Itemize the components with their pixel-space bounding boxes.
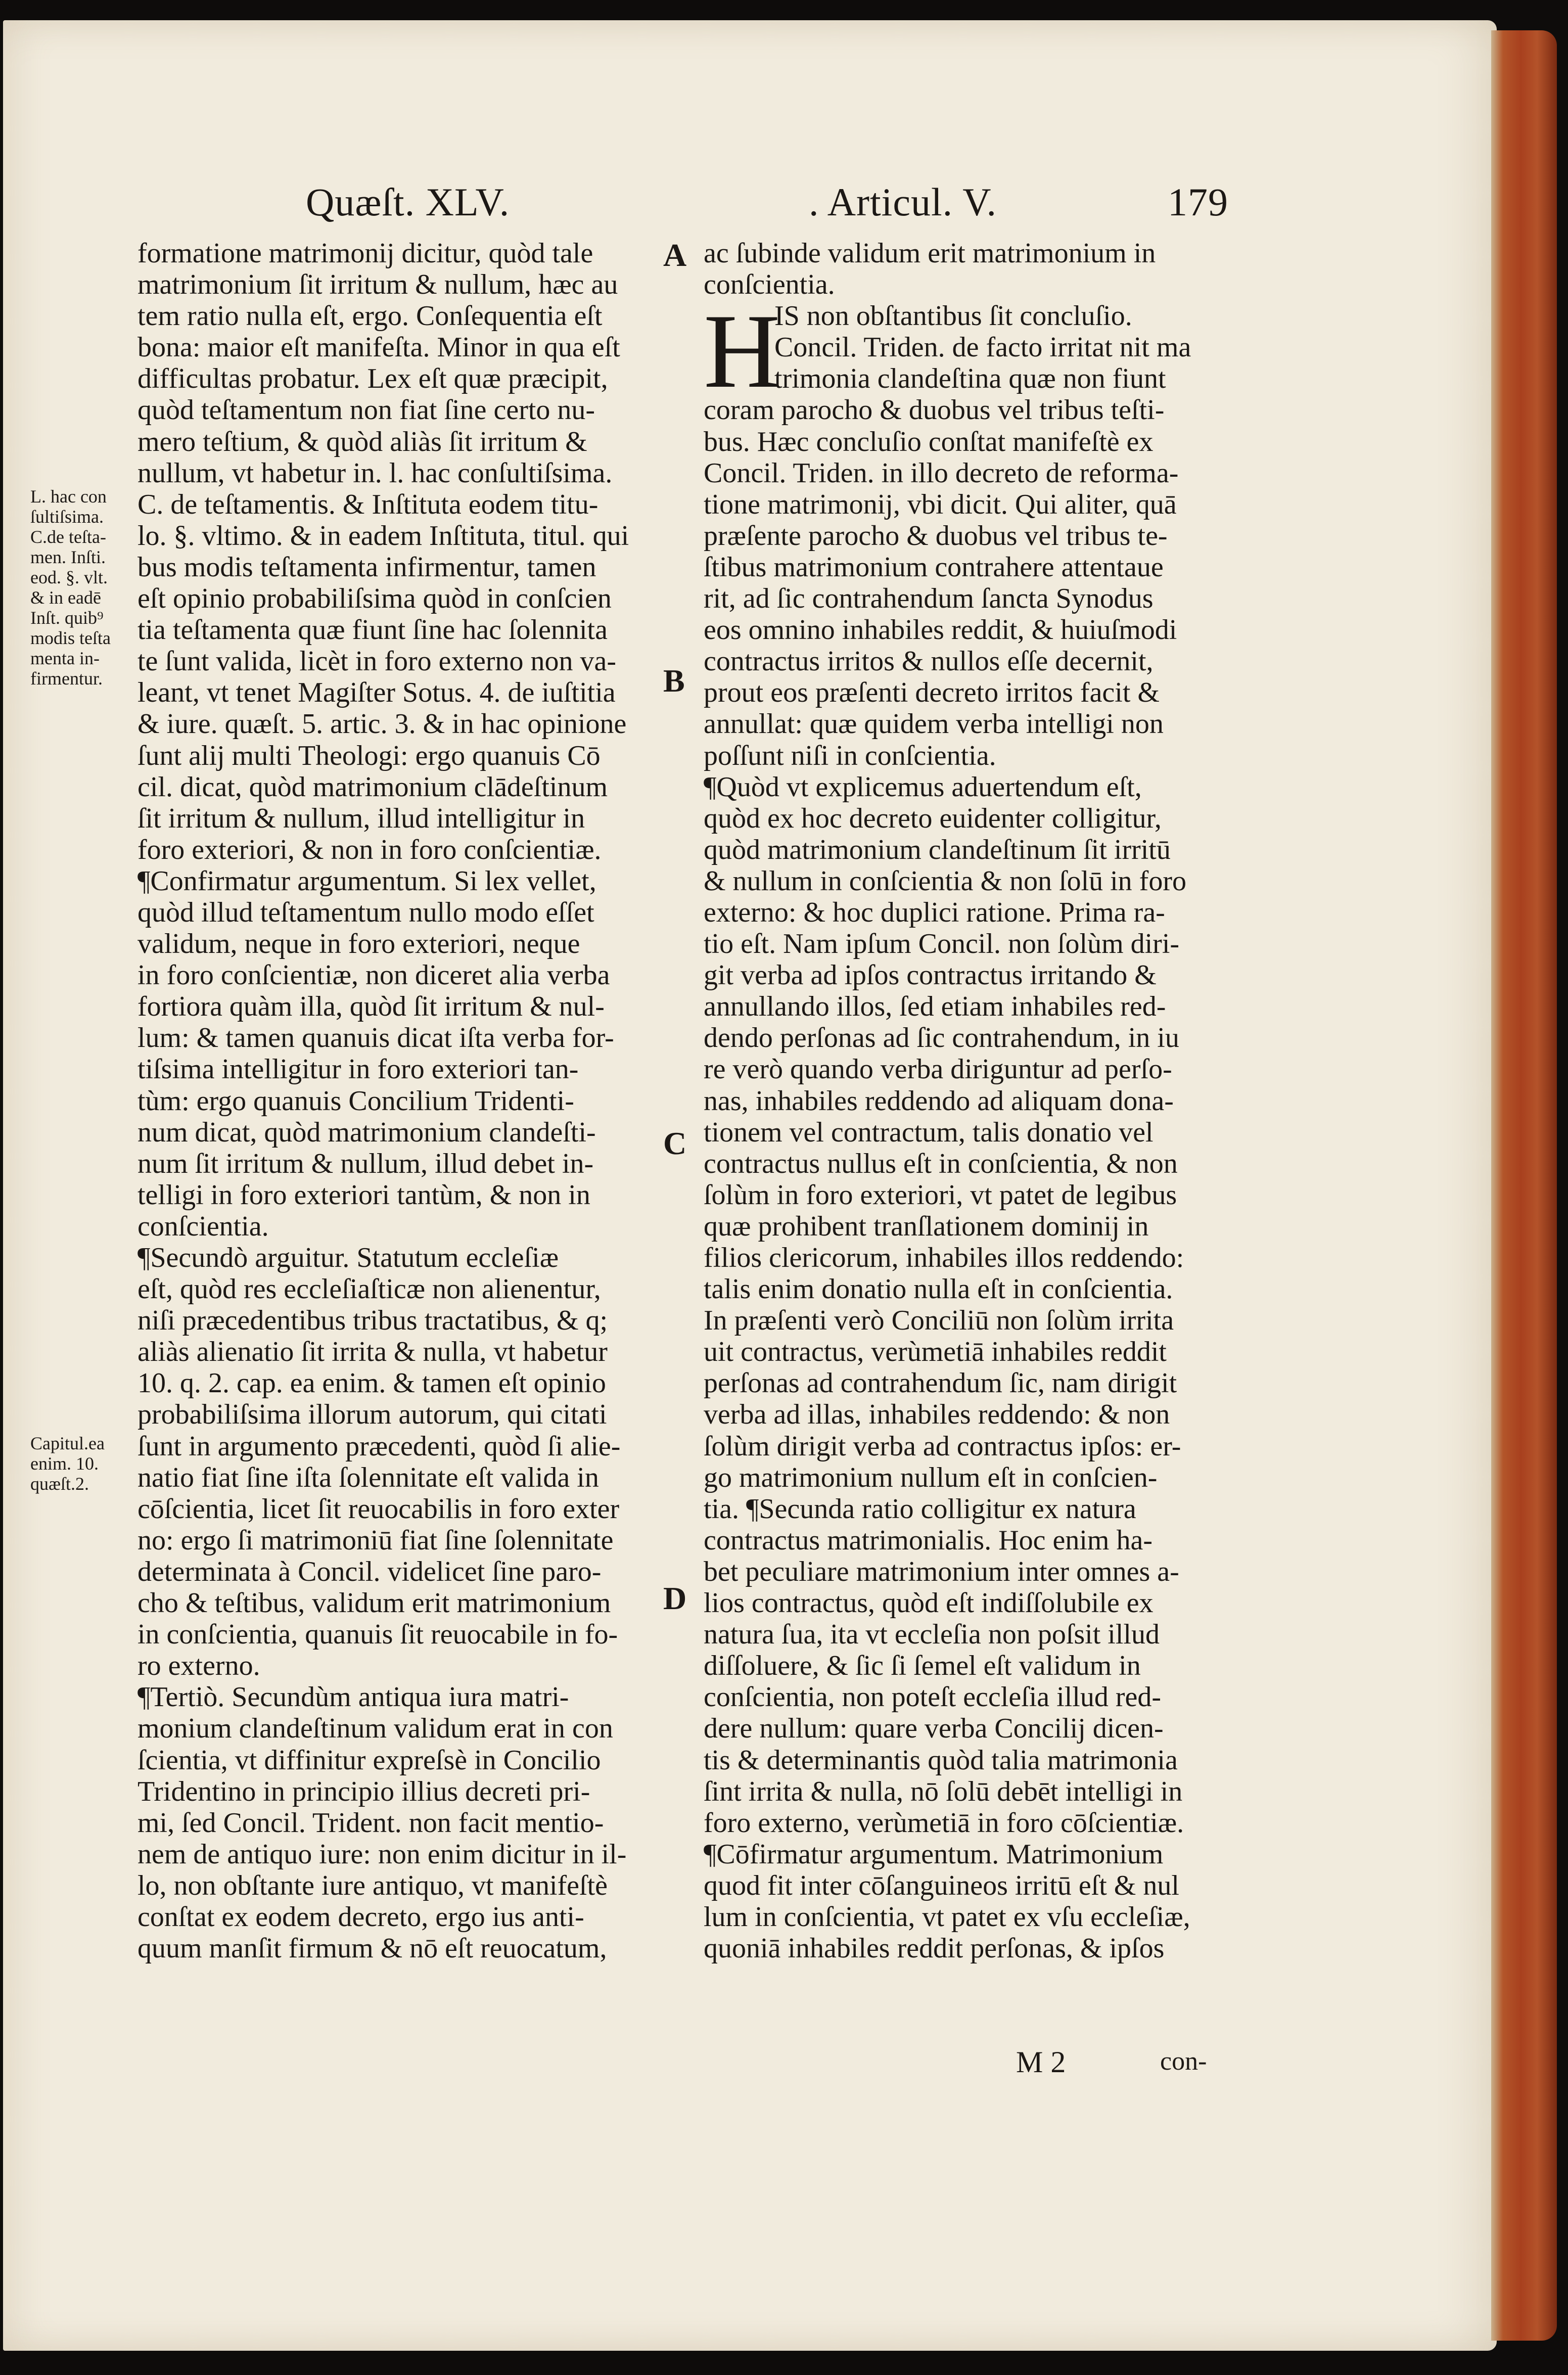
text-line: ſunt alij multi Theologi: ergo quanuis Cō: [137, 740, 601, 771]
right-text-column: [704, 238, 1234, 1964]
text-line: ¶Secundò arguitur. Statutum eccleſiæ: [137, 1242, 559, 1273]
text-line: ſit irritum & nullum, illud intelligitur in: [137, 802, 585, 834]
text-line: lo, non obſtante iure antiquo, vt manifeſtè: [137, 1869, 608, 1901]
text-line: tia teſtamenta quæ fiunt ſine hac ſolennita: [137, 614, 608, 646]
text-line: no: ergo ſi matrimoniū fiat ſine ſolennitate: [137, 1524, 614, 1556]
text-line: prout eos præſenti decreto irritos facit &: [704, 677, 1160, 709]
text-line: ro externo.: [137, 1650, 260, 1682]
text-line: num ſit irritum & nullum, illud debet in-: [137, 1148, 594, 1179]
text-line: tio eſt. Nam ipſum Concil. non ſolùm diri-: [704, 928, 1180, 960]
text-line: perſonas ad contrahendum ſic, nam dirigit: [704, 1367, 1177, 1399]
running-head-article: . Articul. V.: [809, 180, 997, 224]
text-line: bona: maior eſt manifeſta. Minor in qua eſt: [137, 332, 620, 363]
text-line: tione matrimonij, vbi dicit. Qui aliter, quā: [704, 488, 1177, 520]
running-head-question: Quæſt. XLV.: [306, 180, 510, 224]
text-line: cōſcientia, licet ſit reuocabilis in foro exter: [137, 1493, 620, 1525]
text-line: ¶Quòd vt explicemus aduertendum eſt,: [704, 771, 1142, 803]
text-line: niſi præcedentibus tribus tractatibus, & q;: [137, 1305, 608, 1337]
text-line: tia. ¶Secunda ratio colligitur ex natura: [704, 1493, 1136, 1525]
text-line: & nullum in conſcientia & non ſolū in foro: [704, 865, 1186, 897]
margin-note-line: Inſt. quib⁹: [30, 608, 104, 628]
text-line: lo. §. vltimo. & in eadem Inſtituta, titul. qui: [137, 520, 629, 552]
section-letter-b: B: [663, 663, 685, 699]
text-line: tiſsima intelligitur in foro exteriori tan-: [137, 1054, 579, 1085]
text-line: ſolùm dirigit verba ad contractus ipſos: er-: [704, 1430, 1181, 1462]
text-line: determinata à Concil. videlicet ſine paro-: [137, 1556, 602, 1587]
text-line: probabiliſsima illorum autorum, qui citati: [137, 1399, 607, 1431]
margin-note-line: firmentur.: [30, 668, 103, 689]
margin-note-line: enim. 10.: [30, 1453, 99, 1474]
text-line: ſunt in argumento præcedenti, quòd ſi alie-: [137, 1430, 621, 1462]
text-line: foro exteriori, & non in foro conſcientiæ.: [137, 834, 602, 865]
section-letter-c: C: [663, 1125, 687, 1161]
text-line: num dicat, quòd matrimonium clandeſti-: [137, 1116, 596, 1148]
margin-note-line: menta in-: [30, 648, 100, 668]
margin-note-line: quæſt.2.: [30, 1474, 89, 1494]
text-line: tionem vel contractum, talis donatio vel: [704, 1116, 1154, 1148]
text-line: quòd ex hoc decreto euidenter colligitur,: [704, 802, 1162, 834]
text-line: leant, vt tenet Magiſter Sotus. 4. de iuſtitia: [137, 677, 616, 709]
text-line: foro externo, verùmetiā in foro cōſcientiæ.: [704, 1807, 1184, 1839]
left-text-column: [137, 238, 663, 1964]
margin-note-1: [30, 486, 111, 689]
text-line: quòd matrimonium clandeſtinum ſit irritū: [704, 834, 1171, 865]
text-line: diſſoluere, & ſic ſi ſemel eſt validum in: [704, 1650, 1141, 1682]
signature-mark: M 2: [1016, 2045, 1066, 2079]
text-line: go matrimonium nullum eſt in conſcien-: [704, 1461, 1158, 1493]
text-line: contractus nullus eſt in conſcientia, & non: [704, 1148, 1178, 1179]
text-line: ſint irrita & nulla, nō ſolū debēt intelligi in: [704, 1775, 1183, 1807]
text-line: difficultas probatur. Lex eſt quæ præcipit,: [137, 363, 608, 395]
text-line: IS non obſtantibus ſit concluſio.: [774, 300, 1132, 332]
margin-note-line: modis teſta: [30, 628, 111, 648]
text-line: ¶Cōfirmatur argumentum. Matrimonium: [704, 1838, 1164, 1870]
margin-note-line: eod. §. vlt.: [30, 567, 108, 587]
margin-note-line: Capitul.ea: [30, 1433, 105, 1453]
text-line: quòd illud teſtamentum nullo modo eſſet: [137, 896, 594, 928]
text-line: tùm: ergo quanuis Concilium Tridenti-: [137, 1085, 574, 1117]
text-line: eſt, quòd res eccleſiaſticæ non alienentur,: [137, 1273, 601, 1305]
text-line: te ſunt valida, licèt in foro externo non va-: [137, 646, 617, 677]
text-line: & iure. quæſt. 5. artic. 3. & in hac opinione: [137, 708, 627, 740]
text-line: quod fit inter cōſanguineos irritū eſt & nul: [704, 1869, 1179, 1901]
text-line: conſcientia.: [704, 269, 835, 301]
page-number: 179: [1168, 180, 1228, 224]
text-line: rit, ad ſic contrahendum ſancta Synodus: [704, 583, 1154, 615]
text-line: git verba ad ipſos contractus irritando &: [704, 960, 1157, 991]
text-line: fortiora quàm illa, quòd ſit irritum & nul-: [137, 991, 605, 1023]
text-line: dere nullum: quare verba Concilij dicen-: [704, 1713, 1164, 1745]
text-line: natura ſua, ita vt eccleſia non poſsit illud: [704, 1619, 1160, 1651]
text-line: cil. dicat, quòd matrimonium clādeſtinum: [137, 771, 608, 803]
margin-note-line: & in eadē: [30, 587, 101, 608]
margin-note-line: C.de teſta-: [30, 527, 106, 547]
text-line: filios clericorum, inhabiles illos reddendo:: [704, 1242, 1184, 1273]
text-line: conſcientia, non poteſt eccleſia illud red-: [704, 1681, 1161, 1713]
catchword: con-: [1160, 2047, 1207, 2076]
text-line: nas, inhabiles reddendo ad aliquam dona-: [704, 1085, 1174, 1117]
text-line: poſſunt niſi in conſcientia.: [704, 740, 996, 771]
text-line: tis & determinantis quòd talia matrimonia: [704, 1744, 1178, 1776]
text-line: In præſenti verò Conciliū non ſolùm irrita: [704, 1305, 1174, 1337]
drop-capital: H: [704, 293, 780, 410]
text-line: nullum, vt habetur in. l. hac conſultiſsima.: [137, 457, 613, 489]
text-line: lum in conſcientia, vt patet ex vſu eccleſiæ,: [704, 1901, 1190, 1933]
margin-note-2: [30, 1433, 105, 1494]
section-letter-d: D: [663, 1580, 687, 1616]
text-line: in foro conſcientiæ, non diceret alia verba: [137, 960, 610, 991]
margin-note-line: men. Inſti.: [30, 547, 106, 567]
text-line: tem ratio nulla eſt, ergo. Conſequentia eſt: [137, 300, 603, 332]
text-line: eſt opinio probabiliſsima quòd in conſcien: [137, 583, 612, 615]
text-line: conſtat ex eodem decreto, ergo ius anti-: [137, 1901, 584, 1933]
text-line: ¶Confirmatur argumentum. Si lex vellet,: [137, 865, 596, 897]
text-line: ſolùm in foro exteriori, vt patet de legibus: [704, 1179, 1177, 1211]
page-edges: [1491, 30, 1557, 2341]
section-letter-a: A: [663, 237, 687, 273]
text-line: formatione matrimonij dicitur, quòd tale: [137, 238, 593, 269]
text-line: bet peculiare matrimonium inter omnes a-: [704, 1556, 1179, 1587]
text-line: aliàs alienatio ſit irrita & nulla, vt habetur: [137, 1336, 608, 1368]
text-line: annullat: quæ quidem verba intelligi non: [704, 708, 1164, 740]
text-line: re verò quando verba diriguntur ad perſo-: [704, 1054, 1172, 1085]
text-line: annullando illos, ſed etiam inhabiles red-: [704, 991, 1166, 1023]
text-line: contractus irritos & nullos eſſe decernit,: [704, 646, 1154, 677]
text-line: uit contractus, verùmetiā inhabiles reddit: [704, 1336, 1167, 1368]
text-line: quæ prohibent tranſlationem dominij in: [704, 1210, 1149, 1242]
text-line: matrimonium ſit irritum & nullum, hæc au: [137, 269, 618, 301]
text-line: coram parocho & duobus vel tribus teſti-: [704, 394, 1165, 426]
text-line: externo: & hoc duplici ratione. Prima ra-: [704, 896, 1165, 928]
text-line: Concil. Triden. in illo decreto de reforma-: [704, 457, 1179, 489]
text-line: bus. Hæc concluſio conſtat manifeſtè ex: [704, 426, 1154, 458]
text-line: ac ſubinde validum erit matrimonium in: [704, 238, 1156, 269]
text-line: verba ad illas, inhabiles reddendo: & non: [704, 1399, 1170, 1431]
text-line: validum, neque in foro exteriori, neque: [137, 928, 580, 960]
text-line: ¶Tertiò. Secundùm antiqua iura matri-: [137, 1681, 569, 1713]
text-line: eos omnino inhabiles reddit, & huiuſmodi: [704, 614, 1177, 646]
text-line: bus modis teſtamenta infirmentur, tamen: [137, 551, 596, 583]
margin-note-line: ſultiſsima.: [30, 507, 104, 527]
text-line: quum manſit firmum & nō eſt reuocatum,: [137, 1933, 607, 1965]
text-line: præſente parocho & duobus vel tribus te-: [704, 520, 1168, 552]
text-line: C. de teſtamentis. & Inſtituta eodem titu-: [137, 488, 598, 520]
text-line: cho & teſtibus, validum erit matrimonium: [137, 1587, 611, 1619]
text-line: telligi in foro exteriori tantùm, & non in: [137, 1179, 590, 1211]
text-line: monium clandeſtinum validum erat in con: [137, 1713, 613, 1745]
text-line: ſtibus matrimonium contrahere attentaue: [704, 551, 1164, 583]
margin-note-line: L. hac con: [30, 486, 107, 507]
text-line: in conſcientia, quanuis ſit reuocabile in fo-: [137, 1619, 618, 1651]
text-line: lum: & tamen quanuis dicat iſta verba for-: [137, 1022, 614, 1054]
text-line: nem de antiquo iure: non enim dicitur in il-: [137, 1838, 627, 1870]
text-line: Concil. Triden. de facto irritat nit ma: [774, 332, 1191, 363]
text-line: talis enim donatio nulla eſt in conſcientia.: [704, 1273, 1173, 1305]
text-line: Tridentino in principio illius decreti pri-: [137, 1775, 590, 1807]
text-line: trimonia clandeſtina quæ non fiunt: [774, 363, 1166, 395]
text-line: lios contractus, quòd eſt indiſſolubile ex: [704, 1587, 1154, 1619]
text-line: dendo perſonas ad ſic contrahendum, in iu: [704, 1022, 1179, 1054]
text-line: ſcientia, vt diffinitur expreſsè in Concilio: [137, 1744, 601, 1776]
text-line: quòd teſtamentum non fiat ſine certo nu-: [137, 394, 595, 426]
text-line: mi, ſed Concil. Trident. non facit mentio-: [137, 1807, 604, 1839]
text-line: natio fiat ſine iſta ſolennitate eſt valida in: [137, 1461, 599, 1493]
text-line: 10. q. 2. cap. ea enim. & tamen eſt opinio: [137, 1367, 606, 1399]
text-line: contractus matrimonialis. Hoc enim ha-: [704, 1524, 1152, 1556]
text-line: quoniā inhabiles reddit perſonas, & ipſos: [704, 1933, 1165, 1965]
text-line: conſcientia.: [137, 1210, 269, 1242]
text-line: mero teſtium, & quòd aliàs ſit irritum &: [137, 426, 587, 458]
